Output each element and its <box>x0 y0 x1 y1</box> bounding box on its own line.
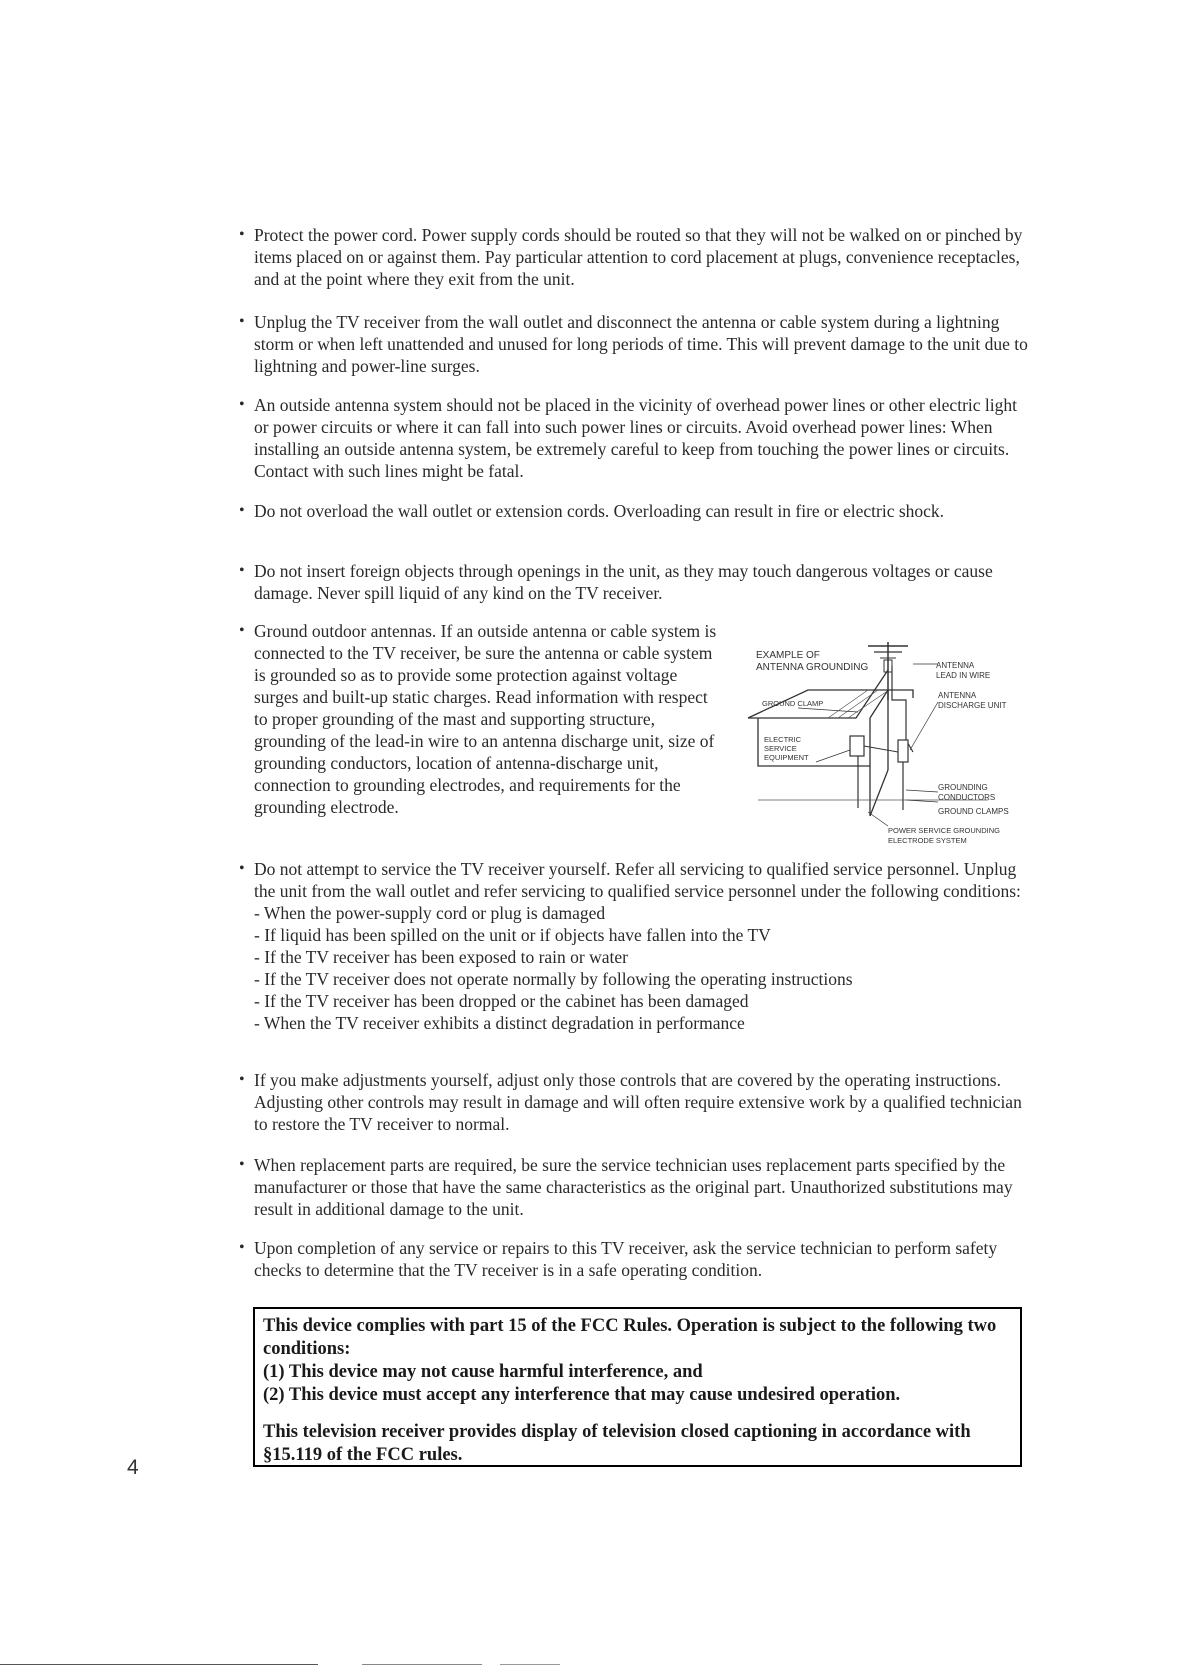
diagram-label-ground-clamp: GROUND CLAMP <box>762 699 824 708</box>
service-condition-item: - When the power-supply cord or plug is damaged <box>254 903 606 923</box>
page-number: 4 <box>127 1456 139 1479</box>
antenna-grounding-diagram <box>738 640 1058 850</box>
bullet-text: Do not insert foreign objects through openings in the unit, as they may touch dangerous voltages or cause damage. Never spill liquid of any kind on the TV receiver. <box>254 561 993 603</box>
footer-rule <box>500 1664 560 1665</box>
fcc-condition-1: (1) This device may not cause harmful interference, and <box>263 1362 703 1382</box>
service-condition-item: - If liquid has been spilled on the unit or if objects have fallen into the TV <box>254 925 771 945</box>
fcc-compliance-box <box>253 1307 1022 1467</box>
closed-caption-statement: This television receiver provides display of television closed captioning in accordance with §15.119 of the FCC rules. <box>263 1422 971 1465</box>
diagram-label-electric-3: EQUIPMENT <box>764 753 809 762</box>
service-condition-item: - When the TV receiver exhibits a distinct degradation in performance <box>254 1013 745 1033</box>
bullet-dot: • <box>239 1239 245 1256</box>
bullet-adjustments <box>239 1069 1034 1135</box>
bullet-ground-antennas <box>239 620 724 818</box>
bullet-dot: • <box>239 622 245 639</box>
bullet-text: Upon completion of any service or repairs to this TV receiver, ask the service technician to perform safety checks to determine that the TV receiver is in a safe operating condition. <box>254 1238 998 1280</box>
bullet-dot: • <box>239 860 245 877</box>
bullet-dot: • <box>239 1156 245 1173</box>
bullet-text: Protect the power cord. Power supply cords should be routed so that they will not be walked on or pinched by items placed on or against them. Pay particular attention to cord placement at plugs, convenience receptacles, and at the point where they exit from the unit. <box>254 225 1023 289</box>
bullet-overload <box>239 500 1034 522</box>
service-condition-item: - If the TV receiver does not operate normally by following the operating instructions <box>254 969 853 989</box>
bullet-replacement-parts <box>239 1154 1034 1220</box>
service-condition-item: - If the TV receiver has been exposed to rain or water <box>254 947 628 967</box>
bullet-foreign-objects <box>239 560 1034 604</box>
bullet-dot: • <box>239 502 245 519</box>
bullet-unplug-lightning <box>239 311 1034 377</box>
bullet-text: When replacement parts are required, be sure the service technician uses replacement parts specified by the manufacturer or those that have the same characteristics as the original part. Unauthorized substitutions may result in additional damage to the unit. <box>254 1155 1013 1219</box>
diagram-label-antenna-lead-2: LEAD IN WIRE <box>936 671 991 680</box>
diagram-label-grounding-2: CONDUCTORS <box>938 793 996 802</box>
bullet-text: Do not attempt to service the TV receiver yourself. Refer all servicing to qualified service personnel. Unplug the unit from the wall outlet and refer servicing to qualified service personnel under the following conditions: <box>254 859 1021 901</box>
bullet-safety-checks <box>239 1237 1034 1281</box>
bullet-dot: • <box>239 1071 245 1088</box>
bullet-dot: • <box>239 396 245 413</box>
bullet-text: An outside antenna system should not be placed in the vicinity of overhead power lines or other electric light or power circuits or where it can fall into such power lines or circuits. Avoid overhead power lines: When installing an outside antenna system, be extremely careful to keep from touching the power lines or circuits. Contact with such lines might be fatal. <box>254 395 1017 481</box>
fcc-condition-2: (2) This device must accept any interference that may cause undesired operation. <box>263 1385 901 1405</box>
diagram-label-discharge-2: DISCHARGE UNIT <box>938 701 1007 710</box>
diagram-label-discharge-1: ANTENNA <box>938 691 977 700</box>
bullet-text: Unplug the TV receiver from the wall outlet and disconnect the antenna or cable system during a lightning storm or when left unattended and unused for long periods of time. This will prevent damage to the unit due to lightning and power-line surges. <box>254 312 1028 376</box>
diagram-label-power-1: POWER SERVICE GROUNDING <box>888 826 1000 835</box>
bullet-text: Do not overload the wall outlet or extension cords. Overloading can result in fire or electric shock. <box>254 501 945 521</box>
bullet-power-cord <box>239 224 1034 290</box>
bullet-dot: • <box>239 226 245 243</box>
diagram-title-2: ANTENNA GROUNDING <box>756 662 869 673</box>
bullet-dot: • <box>239 562 245 579</box>
diagram-title-1: EXAMPLE OF <box>756 650 820 661</box>
diagram-label-electric-1: ELECTRIC <box>764 735 802 744</box>
bullet-antenna-power-lines <box>239 394 1034 482</box>
bullet-service <box>239 858 1034 1034</box>
diagram-label-power-2: ELECTRODE SYSTEM <box>888 836 967 845</box>
footer-rule <box>362 1664 482 1665</box>
diagram-label-electric-2: SERVICE <box>764 744 797 753</box>
bullet-dot: • <box>239 313 245 330</box>
bullet-text: If you make adjustments yourself, adjust only those controls that are covered by the operating instructions. Adjusting other controls may result in damage and will often require extensive work by a qualified technician to restore the TV receiver to normal. <box>254 1070 1022 1134</box>
diagram-label-ground-clamps: GROUND CLAMPS <box>938 807 1009 816</box>
fcc-statement: This device complies with part 15 of the FCC Rules. Operation is subject to the following two conditions: <box>263 1316 997 1359</box>
diagram-label-antenna-lead-1: ANTENNA <box>936 661 975 670</box>
footer-rule <box>0 1664 318 1665</box>
bullet-text: Ground outdoor antennas. If an outside antenna or cable system is connected to the TV receiver, be sure the antenna or cable system is grounded so as to provide some protection against voltage surges and built-up static charges. Read information with respect to proper grounding of the mast and supporting structure, grounding of the lead-in wire to an antenna discharge unit, size of grounding conductors, location of antenna-discharge unit, connection to grounding electrodes, and requirements for the grounding electrode. <box>254 621 717 817</box>
service-condition-item: - If the TV receiver has been dropped or the cabinet has been damaged <box>254 991 749 1011</box>
diagram-label-grounding-1: GROUNDING <box>938 783 988 792</box>
